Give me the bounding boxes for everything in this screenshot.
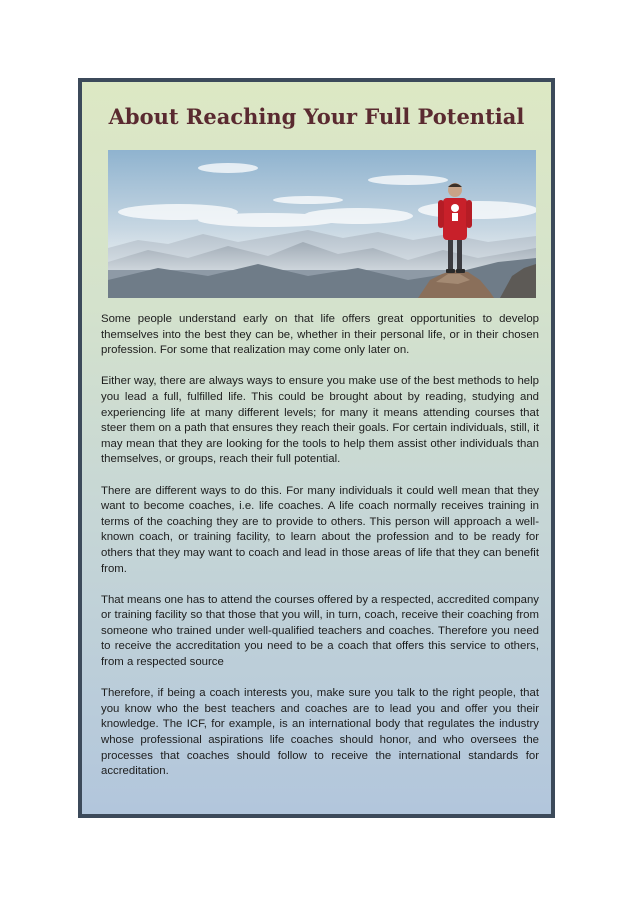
paragraph: Therefore, if being a coach interests you, make sure you talk to the right people, that you know who the best teachers and coaches are to lead you and offer you their knowledge. The ICF, for example, is an international body that regulates the industry whose professional aspirations life coaches should honor, and who oversees the processes that coaches should follow to receive the international standards for accreditation. [101, 687, 539, 778]
haze [108, 230, 536, 270]
paragraph: There are different ways to do this. For many individuals it could well mean that they want to become coaches, i.e. life coaches. A life coach normally receives training in terms of the coaching they are to provide to others. This person will approach a well-known coach, or training facility, to learn about the profession and to be ready for others that they may want to coach and lead in those areas of life that they can benefit from. [101, 484, 539, 575]
paragraph: That means one has to attend the courses offered by a respected, accredited company or training facility so that those that you will, in turn, coach, receive their coaching from someone who trained under well-qualified teachers and coaches. Therefore you need to receive the accreditation you need to be a coach that offers this service to others, from a respected source [101, 593, 539, 669]
paragraph: Either way, there are always ways to ensure you make use of the best methods to help you lead a full, fulfilled life. This could be brought about by reading, studying and experiencing life at many different levels; for many it means attending courses that steer them on a path that ensures they reach their goals. For certain individuals, still, it may mean that they are looking for the tools to help them assist other individuals than themselves, or groups, reach their full potential. [101, 375, 539, 466]
paragraph: Some people understand early on that life offers great opportunities to develop themselves into the best they can be, whether in their personal life, or in their chosen profession. For some that realization may come only later on. [101, 313, 539, 357]
article-body [101, 312, 539, 795]
mountain-hiker-photo [108, 150, 536, 298]
page-title: About Reaching Your Full Potential [108, 104, 525, 129]
content-panel [78, 78, 555, 818]
photo-illustration [108, 150, 536, 298]
